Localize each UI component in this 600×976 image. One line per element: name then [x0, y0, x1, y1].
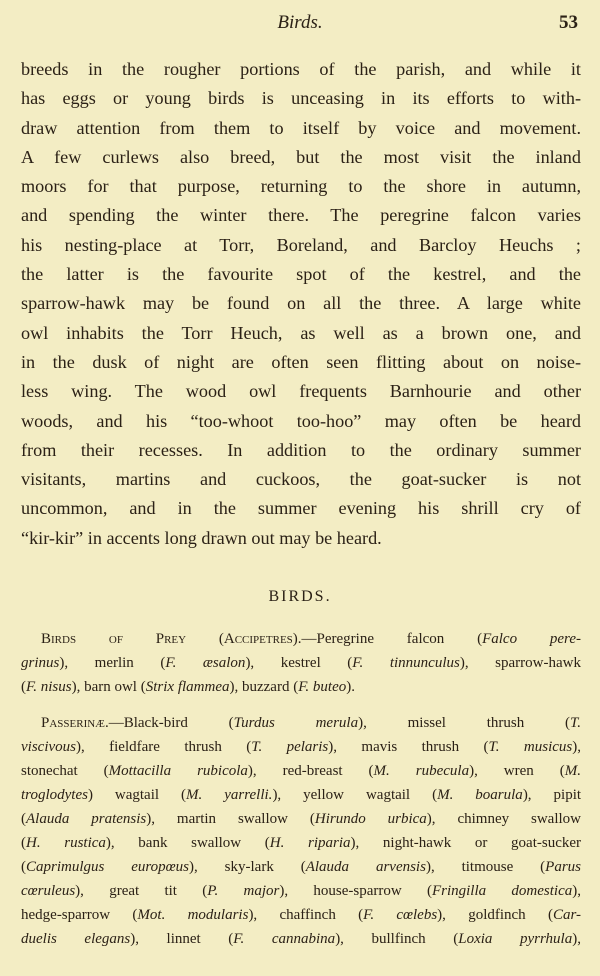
entry-text: ), titmouse ( — [425, 859, 546, 875]
latin-name: F. tinnunculus — [352, 655, 460, 671]
latin-name: F. buteo — [298, 679, 347, 695]
latin-name: Falco pere- — [482, 631, 581, 647]
entry-lead: Birds of Prey (Accipetres). — [41, 631, 302, 647]
latin-name: Parus — [545, 859, 581, 875]
entry-text: ), great tit ( — [75, 883, 208, 899]
list-line — [21, 759, 581, 783]
entry-text: ), yellow wagtail ( — [272, 787, 438, 803]
entry-text: ), chaffinch ( — [248, 907, 364, 923]
entry-text: —Peregrine falcon ( — [301, 631, 483, 647]
latin-name: T. — [570, 715, 582, 731]
list-line — [21, 711, 581, 735]
latin-name: T. musicus — [488, 739, 573, 755]
text-line: sparrow-hawk may be found on all the three. A large white — [21, 293, 581, 314]
latin-name: Loxia pyrrhula — [458, 931, 573, 947]
entry-text: ), — [572, 931, 581, 947]
latin-name: Car- — [552, 907, 581, 923]
birds-of-prey-entry — [21, 627, 581, 699]
latin-name: F. nisus — [26, 679, 72, 695]
entry-text: ), red-breast ( — [247, 763, 374, 779]
text-line: draw attention from them to itself by voice and movement. — [21, 117, 581, 138]
latin-name: Strix flammea — [145, 679, 230, 695]
latin-name: duelis elegans — [21, 931, 131, 947]
entry-text: ), wren ( — [469, 763, 565, 779]
list-line — [21, 855, 581, 879]
latin-name: F. æsalon — [165, 655, 246, 671]
entry-text: ), pipit — [522, 787, 582, 803]
latin-name: troglodytes — [21, 787, 88, 803]
latin-name: M. boarula — [437, 787, 523, 803]
text-line: has eggs or young birds is unceasing in its efforts to with- — [21, 88, 581, 109]
entry-text: ), sky-lark ( — [189, 859, 306, 875]
entry-text: ), chimney swallow — [426, 811, 582, 827]
text-line: A few curlews also breed, but the most visit the inland — [21, 146, 581, 167]
entry-text: ), house-sparrow ( — [279, 883, 432, 899]
latin-name: M. rubecula — [373, 763, 470, 779]
latin-name: Mot. modularis — [137, 907, 249, 923]
entry-text: ), sparrow-hawk — [459, 655, 581, 671]
entry-text: ) wagtail ( — [87, 787, 187, 803]
entry-text: ), — [572, 883, 581, 899]
entry-text: ), fieldfare thrush ( — [75, 739, 252, 755]
latin-name: Alauda arvensis — [305, 859, 426, 875]
text-line: woods, and his “too-whoot too-hoo” may often be heard — [21, 410, 581, 431]
entry-text: ), bullfinch ( — [335, 931, 459, 947]
entry-text: ), — [572, 739, 581, 755]
latin-name: M. yarrelli. — [186, 787, 273, 803]
entry-text: ), goldfinch ( — [437, 907, 553, 923]
page-header — [0, 12, 600, 38]
entry-text: ( — [21, 811, 26, 827]
entry-text: hedge-sparrow ( — [21, 907, 138, 923]
list-line — [21, 735, 581, 759]
latin-name: Turdus merula — [233, 715, 359, 731]
list-line — [21, 807, 581, 831]
list-line — [21, 879, 581, 903]
text-line: his nesting-place at Torr, Boreland, and Barcloy Heuchs ; — [21, 234, 581, 255]
latin-name: F. cœlebs — [363, 907, 438, 923]
text-line: in the dusk of night are often seen flitting about on noise- — [21, 351, 581, 372]
entry-text: ). — [346, 679, 356, 695]
latin-name: Fringilla domestica — [431, 883, 573, 899]
latin-name: F. cannabina — [233, 931, 336, 947]
list-line — [21, 675, 581, 699]
entry-text: ), barn owl ( — [71, 679, 146, 695]
latin-name: H. riparia — [269, 835, 351, 851]
latin-name: P. major — [207, 883, 280, 899]
list-line — [21, 651, 581, 675]
list-line — [21, 927, 581, 951]
entry-text: ), merlin ( — [59, 655, 166, 671]
entry-text: ), missel thrush ( — [358, 715, 571, 731]
entry-text: ), mavis thrush ( — [328, 739, 489, 755]
text-line: from their recesses. In addition to the ordinary summer — [21, 439, 581, 460]
latin-name: cœruleus — [21, 883, 76, 899]
entry-text: ( — [21, 859, 26, 875]
entry-text: —Black-bird ( — [108, 715, 234, 731]
text-line: the latter is the favourite spot of the kestrel, and the — [21, 264, 581, 285]
entry-text: ( — [21, 835, 26, 851]
body-paragraph — [21, 55, 581, 553]
entry-text: ), linnet ( — [130, 931, 234, 947]
text-line: breeds in the rougher portions of the parish, and while it — [21, 59, 581, 79]
latin-name: H. rustica — [26, 835, 106, 851]
passerinae-entry — [21, 711, 581, 951]
entry-text: ), night-hawk or goat-sucker — [350, 835, 582, 851]
list-line — [21, 783, 581, 807]
entry-text: ), martin swallow ( — [146, 811, 315, 827]
entry-text: ), kestrel ( — [245, 655, 353, 671]
list-line — [21, 903, 581, 927]
list-line — [21, 831, 581, 855]
latin-name: Alauda pratensis — [26, 811, 147, 827]
running-title: Birds. — [277, 12, 323, 33]
entry-text: ), bank swallow ( — [105, 835, 270, 851]
latin-name: Mottacilla rubicola — [108, 763, 248, 779]
latin-name: viscivous — [21, 739, 76, 755]
latin-name: T. pelaris — [251, 739, 329, 755]
entry-text: ), buzzard ( — [229, 679, 299, 695]
text-line: less wing. The wood owl frequents Barnhourie and other — [21, 381, 581, 402]
text-line: visitants, martins and cuckoos, the goat-sucker is not — [21, 469, 581, 490]
latin-name: grinus — [21, 655, 60, 671]
entry-lead: Passerinæ. — [41, 715, 109, 731]
page-number: 53 — [559, 12, 578, 33]
latin-name: M. — [564, 763, 581, 779]
text-line: moors for that purpose, returning to the shore in autumn, — [21, 176, 581, 197]
latin-name: Caprimulgus europœus — [26, 859, 190, 875]
text-line: uncommon, and in the summer evening his shrill cry of — [21, 498, 581, 519]
entry-text: ( — [21, 679, 26, 695]
text-line: and spending the winter there. The peregrine falcon varies — [21, 205, 581, 226]
section-heading: BIRDS. — [268, 588, 332, 605]
list-line — [21, 627, 581, 651]
text-line: owl inhabits the Torr Heuch, as well as a brown one, and — [21, 322, 581, 343]
entry-text: stonechat ( — [21, 763, 109, 779]
latin-name: Hirundo urbica — [314, 811, 427, 827]
text-line: “kir-kir” in accents long drawn out may be heard. — [21, 527, 382, 548]
